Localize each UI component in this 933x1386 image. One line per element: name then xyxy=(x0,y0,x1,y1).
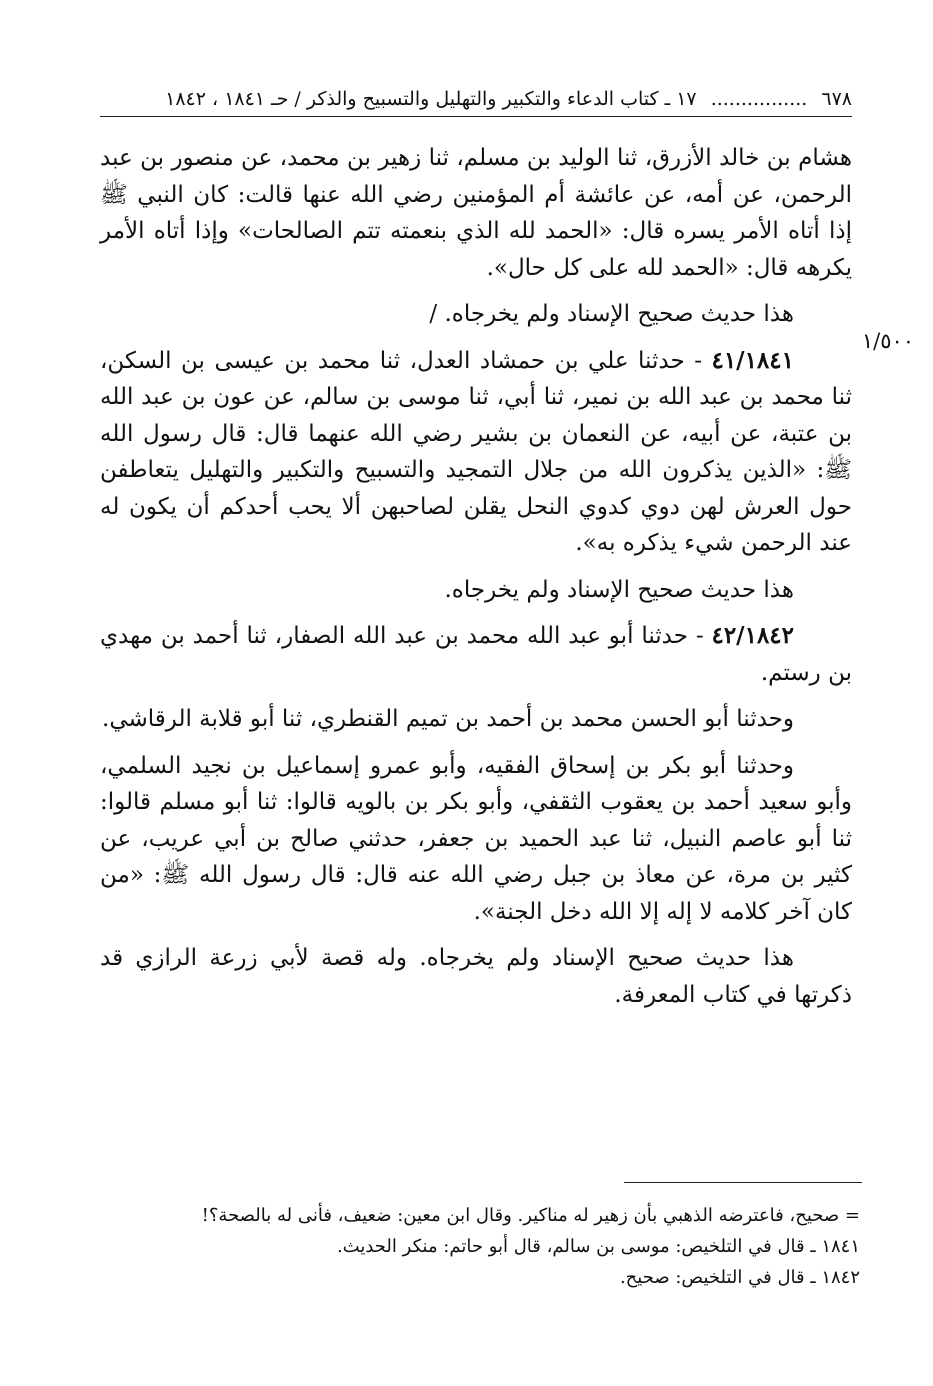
hadith-1842-text: - حدثنا أبو عبد الله محمد بن عبد الله الصفار، ثنا أحمد بن مهدي بن رستم. xyxy=(100,623,852,686)
hadith-1841 xyxy=(100,343,852,562)
footnote-1842: ١٨٤٢ ـ قال في التلخيص: صحيح. xyxy=(619,1267,860,1288)
paragraph-chain-2: وحدثنا أبو الحسن محمد بن أحمد بن تميم القنطري، ثنا أبو قلابة الرقاشي. xyxy=(102,706,794,732)
paragraph-grading-2: هذا حديث صحيح الإسناد ولم يخرجاه. xyxy=(444,576,794,603)
paragraph-isnad-continuation: هشام بن خالد الأزرق، ثنا الوليد بن مسلم، ثنا زهير بن محمد، عن منصور بن عبد الرحمن، عن أمه، عن عائشة أم المؤمنين رضي الله عنها قالت: كان النبي ﷺ إذا أتاه الأمر يسره قال: «الحمد لله الذي بنعمته تتم الصالحات» وإذا أتاه الأمر يكرهه قال: «الحمد لله على كل حال». xyxy=(100,145,852,281)
hadith-1842 xyxy=(100,618,852,691)
hadith-number-1842: ٤٢/١٨٤٢ xyxy=(711,622,794,649)
hadith-1841-text: - حدثنا علي بن حمشاد العدل، ثنا محمد بن عيسى بن السكن، ثنا محمد بن عبد الله بن نمير، ثنا أبي، ثنا موسى بن سالم، عن عون بن عبد الله بن عتبة، عن أبيه، عن النعمان بن بشير رضي الله عنهما قال: قال رسول الله ﷺ: «الذين يذكرون الله من جلال التمجيد والتسبيح والتكبير والتهليل يتعاطفن حول العرش لهن دوي كدوي النحل يقلن لصاحبهن ألا يحب أحدكم أن يكون له عند الرحمن شيء يذكره به». xyxy=(100,347,852,556)
main-text xyxy=(100,140,852,1023)
margin-reference: ١/٥٠٠ xyxy=(861,329,915,353)
paragraph-grading-3: هذا حديث صحيح الإسناد ولم يخرجاه. وله قصة لأبي زرعة الرازي قد ذكرتها في كتاب المعرفة. xyxy=(100,945,852,1008)
running-header xyxy=(100,84,852,117)
footnote-continuation: = صحيح، فاعترضه الذهبي بأن زهير له مناكير. وقال ابن معين: ضعيف، فأنى له بالصحة؟! xyxy=(201,1205,860,1226)
hadith-number-1841: ٤١/١٨٤١ xyxy=(711,346,794,374)
footnotes xyxy=(100,1200,860,1293)
footnote-separator xyxy=(624,1182,862,1183)
header-dots: ................ xyxy=(710,88,808,110)
chapter-title: ١٧ ـ كتاب الدعاء والتكبير والتهليل والتسبيح والذكر / حـ ١٨٤١ ، ١٨٤٢ xyxy=(165,88,697,110)
page-number: ٦٧٨ xyxy=(821,88,852,110)
paragraph-grading-1: هذا حديث صحيح الإسناد ولم يخرجاه. / xyxy=(429,301,794,327)
paragraph-chain-3: وحدثنا أبو بكر بن إسحاق الفقيه، وأبو عمرو إسماعيل بن نجيد السلمي، وأبو سعيد أحمد بن يعقوب الثقفي، وأبو بكر بن بالويه قالوا: ثنا أبو مسلم قالوا: ثنا أبو عاصم النبيل، ثنا عبد الحميد بن جعفر، حدثني صالح بن أبي عريب، عن كثير بن مرة، عن معاذ بن جبل رضي الله عنه قال: قال رسول الله ﷺ: «من كان آخر كلامه لا إله إلا الله دخل الجنة». xyxy=(100,752,852,925)
footnote-1841: ١٨٤١ ـ قال في التلخيص: موسى بن سالم، قال أبو حاتم: منكر الحديث. xyxy=(336,1236,860,1257)
